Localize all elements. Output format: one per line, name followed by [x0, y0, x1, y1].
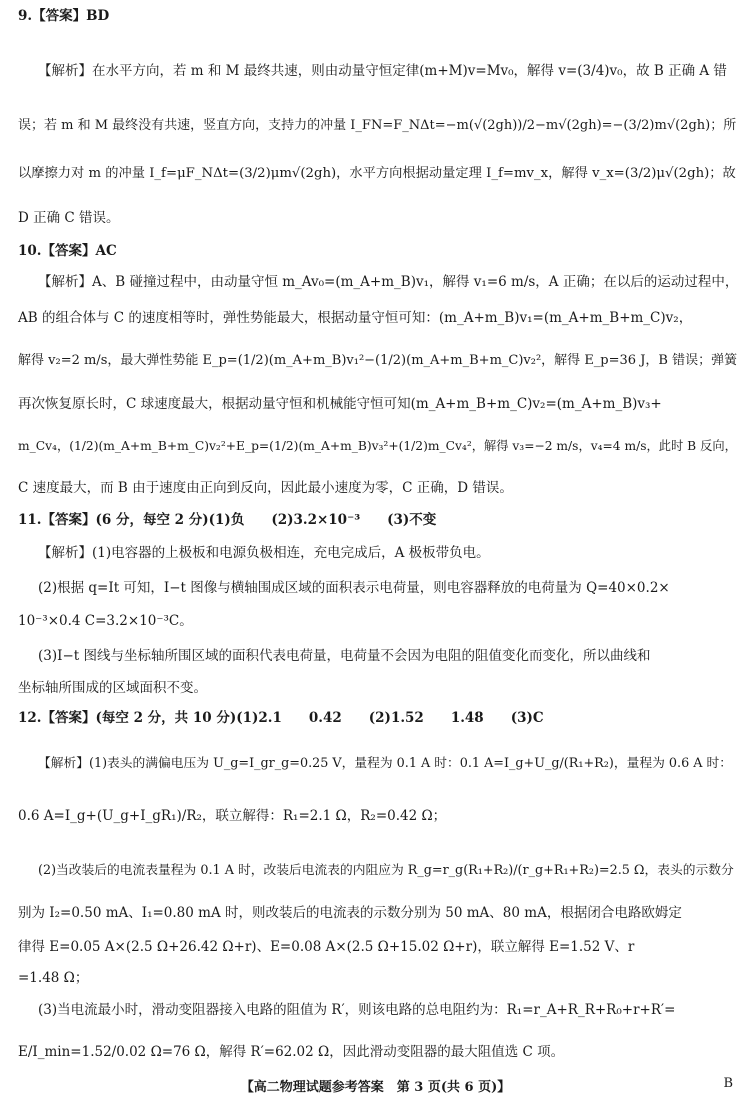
q12-answer: 12.【答案】(每空 2 分，共 10 分)(1)2.1 0.42 (2)1.52 1.48 (3)C: [18, 710, 544, 726]
q10-analysis-line-2: AB 的组合体与 C 的速度相等时，弹性势能最大，根据动量守恒可知：(m_A+m_B)v₁=(m_A+m_B+m_C)v₂，: [18, 310, 693, 326]
q10-analysis-line-4: 再次恢复原长时，C 球速度最大，根据动量守恒和机械能守恒可知(m_A+m_B+m_C)v₂=(m_A+m_B)v₃+: [18, 396, 662, 412]
q12-analysis-line-1: 【解析】(1)表头的满偏电压为 U_g=I_gr_g=0.25 V，量程为 0.1 A 时：0.1 A=I_g+U_g/(R₁+R₂)，量程为 0.6 A 时：: [38, 756, 733, 771]
q10-analysis-line-5: m_Cv₄，(1/2)(m_A+m_B+m_C)v₂²+E_p=(1/2)(m_A+m_B)v₃²+(1/2)m_Cv₄²，解得 v₃=−2 m/s，v₄=4 m/s，此时 B 反向，: [18, 439, 737, 453]
q9-analysis-line-3: 以摩擦力对 m 的冲量 I_f=μF_NΔt=(3/2)μm√(2gh)，水平方向根据动量定理 I_f=mv_x，解得 v_x=(3/2)μ√(2gh)；故: [18, 166, 736, 181]
q10-analysis-line-1: 【解析】A、B 碰撞过程中，由动量守恒 m_Av₀=(m_A+m_B)v₁，解得 v₁=6 m/s，A 正确；在以后的运动过程中，: [38, 274, 739, 290]
q12-analysis-line-8: E/I_min=1.52/0.02 Ω=76 Ω，解得 R′=62.02 Ω，因此滑动变阻器的最大阻值选 C 项。: [18, 1044, 565, 1060]
q9-analysis-line-4: D 正确 C 错误。: [18, 210, 120, 226]
q11-analysis-line-1: 【解析】(1)电容器的上极板和电源负极相连，充电完成后，A 极板带负电。: [38, 545, 490, 561]
q11-analysis-line-4: (3)I−t 图线与坐标轴所围区域的面积代表电荷量，电荷量不会因为电阻的阻值变化而变化，所以曲线和: [38, 648, 651, 664]
q11-analysis-line-2: (2)根据 q=It 可知，I−t 图像与横轴围成区域的面积表示电荷量，则电容器释放的电荷量为 Q=40×0.2×: [38, 580, 670, 596]
page-footer: 【高二物理试题参考答案 第 3 页(共 6 页)】: [240, 1080, 511, 1095]
q10-analysis-line-6: C 速度最大，而 B 由于速度由正向到反向，因此最小速度为零，C 正确，D 错误。: [18, 480, 513, 496]
q11-analysis-line-3: 10⁻³×0.4 C=3.2×10⁻³C。: [18, 613, 193, 629]
q11-answer: 11.【答案】(6 分，每空 2 分)(1)负 (2)3.2×10⁻³ (3)不变: [18, 512, 437, 528]
q12-analysis-line-4: 别为 I₂=0.50 mA、I₁=0.80 mA 时，则改装后的电流表的示数分别为 50 mA、80 mA，根据闭合电路欧姆定: [18, 905, 682, 921]
q12-analysis-line-3: (2)当改装后的电流表量程为 0.1 A 时，改装后电流表的内阻应为 R_g=r_g(R₁+R₂)/(r_g+R₁+R₂)=2.5 Ω，表头的示数分: [38, 863, 734, 878]
q12-analysis-line-5: 律得 E=0.05 A×(2.5 Ω+26.42 Ω+r)、E=0.08 A×(2.5 Ω+15.02 Ω+r)，联立解得 E=1.52 V、r: [18, 939, 635, 955]
q12-analysis-line-6: =1.48 Ω；: [18, 970, 89, 986]
q10-analysis-line-3: 解得 v₂=2 m/s，最大弹性势能 E_p=(1/2)(m_A+m_B)v₁²−(1/2)(m_A+m_B+m_C)v₂²，解得 E_p=36 J，B 错误；弹簧: [18, 353, 738, 368]
q9-analysis-line-2: 误；若 m 和 M 最终没有共速，竖直方向，支持力的冲量 I_FN=F_NΔt=−m(√(2gh))/2−m√(2gh)=−(3/2)m√(2gh)；所: [18, 118, 737, 133]
paper-version-letter: B: [723, 1076, 733, 1091]
q9-analysis-line-1: 【解析】在水平方向，若 m 和 M 最终共速，则由动量守恒定律(m+M)v=Mv₀，解得 v=(3/4)v₀，故 B 正确 A 错: [38, 63, 727, 79]
q9-answer: 9.【答案】BD: [18, 8, 110, 24]
q11-analysis-line-5: 坐标轴所围成的区域面积不变。: [18, 680, 207, 696]
q12-analysis-line-7: (3)当电流最小时，滑动变阻器接入电路的阻值为 R′，则该电路的总电阻约为：R₁=r_A+R_R+R₀+r+R′=: [38, 1002, 676, 1018]
q12-analysis-line-2: 0.6 A=I_g+(U_g+I_gR₁)/R₂，联立解得：R₁=2.1 Ω，R₂=0.42 Ω；: [18, 808, 447, 824]
q10-answer: 10.【答案】AC: [18, 243, 117, 259]
